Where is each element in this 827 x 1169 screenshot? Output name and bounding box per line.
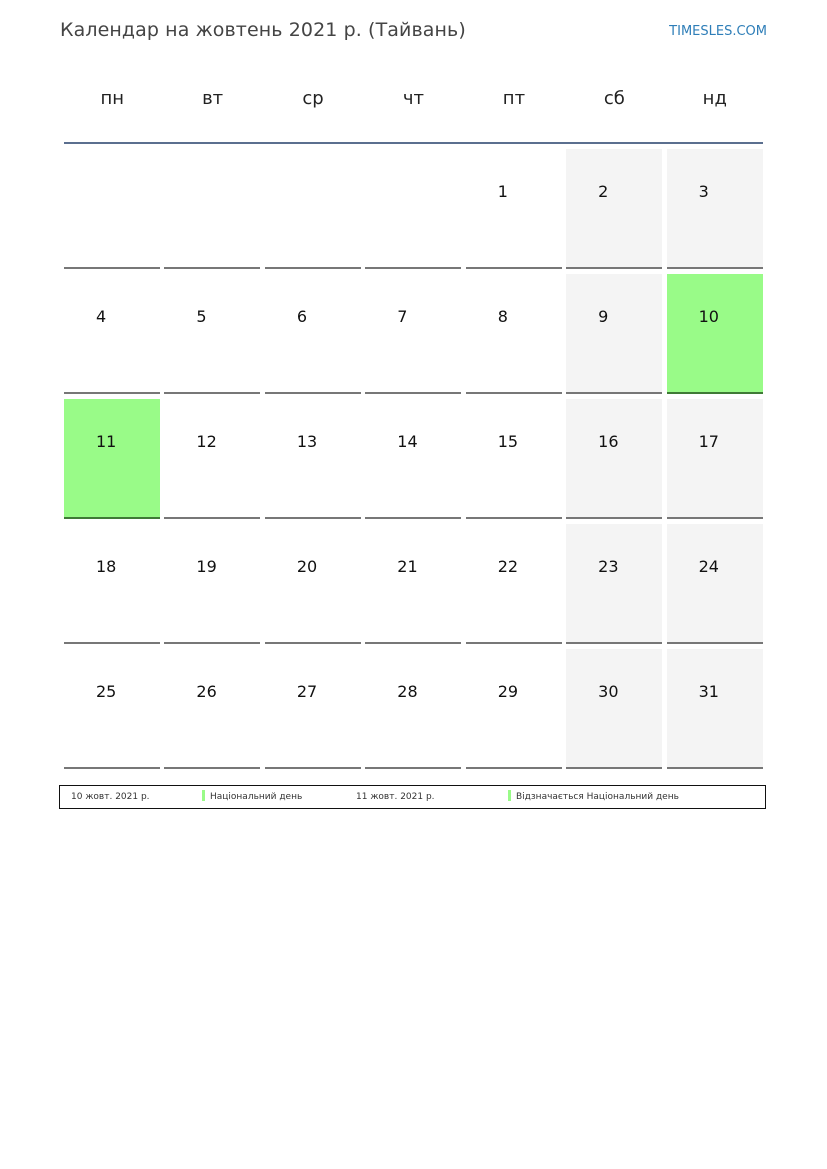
legend-swatch xyxy=(202,790,205,801)
day-cell xyxy=(265,524,361,644)
day-cell xyxy=(365,649,461,769)
day-cell xyxy=(265,399,361,519)
day-number: 11 xyxy=(96,432,117,451)
day-number: 12 xyxy=(196,432,217,451)
day-cell xyxy=(466,274,562,394)
day-cell xyxy=(566,399,662,519)
day-cell xyxy=(265,274,361,394)
day-cell xyxy=(667,149,763,269)
legend-swatch xyxy=(508,790,511,801)
day-number: 1 xyxy=(497,182,508,201)
weekday-header-row xyxy=(62,88,765,120)
weekday-fri: пт xyxy=(502,88,526,109)
day-cell xyxy=(466,399,562,519)
day-number: 29 xyxy=(497,682,519,701)
day-number: 8 xyxy=(497,307,508,326)
day-cell xyxy=(64,274,160,394)
day-cell xyxy=(164,274,260,394)
day-number: 6 xyxy=(296,307,308,326)
weekday-thu: чт xyxy=(402,88,425,109)
day-number: 17 xyxy=(698,432,719,451)
day-number: 28 xyxy=(397,682,418,701)
day-number: 18 xyxy=(96,557,117,576)
legend-entry-2 xyxy=(508,786,679,808)
day-cell xyxy=(164,399,260,519)
day-cell xyxy=(466,149,562,269)
weekday-mon: пн xyxy=(100,88,124,109)
day-cell xyxy=(64,524,160,644)
day-number: 20 xyxy=(296,557,318,576)
day-number: 10 xyxy=(698,307,719,326)
day-cell xyxy=(667,274,763,394)
empty-day-cell xyxy=(64,149,160,269)
day-cell xyxy=(265,649,361,769)
day-cell xyxy=(164,649,260,769)
day-cell xyxy=(667,399,763,519)
legend-name-1: Національний день xyxy=(210,792,303,802)
day-number: 3 xyxy=(698,182,709,201)
day-cell xyxy=(466,649,562,769)
day-number: 31 xyxy=(698,682,719,701)
day-cell xyxy=(566,274,662,394)
legend-name-2: Відзначається Національний день xyxy=(516,792,679,802)
day-cell xyxy=(466,524,562,644)
day-cell xyxy=(667,649,763,769)
day-number: 30 xyxy=(598,682,619,701)
weekday-sat: сб xyxy=(603,88,625,109)
day-cell xyxy=(365,399,461,519)
day-cell xyxy=(164,524,260,644)
day-number: 14 xyxy=(397,432,418,451)
calendar-grid xyxy=(62,149,765,774)
day-number: 13 xyxy=(296,432,318,451)
weekday-wed: ср xyxy=(302,88,324,109)
brand-link[interactable]: TIMESLES.COM xyxy=(669,24,767,39)
day-number: 16 xyxy=(598,432,619,451)
day-cell xyxy=(667,524,763,644)
legend-entry-1 xyxy=(202,786,302,808)
holiday-legend xyxy=(59,785,766,809)
page-title: Календар на жовтень 2021 р. (Тайвань) xyxy=(60,19,466,41)
weekday-tue: вт xyxy=(202,88,224,109)
day-number: 26 xyxy=(196,682,217,701)
empty-day-cell xyxy=(265,149,361,269)
legend-date-1: 10 жовт. 2021 р. xyxy=(71,792,150,802)
day-number: 5 xyxy=(196,307,207,326)
day-number: 4 xyxy=(96,307,107,326)
day-number: 22 xyxy=(497,557,519,576)
day-number: 15 xyxy=(497,432,519,451)
day-cell xyxy=(365,524,461,644)
day-number: 7 xyxy=(397,307,408,326)
day-number: 24 xyxy=(698,557,719,576)
legend-date-2: 11 жовт. 2021 р. xyxy=(356,792,435,802)
empty-day-cell xyxy=(164,149,260,269)
header-divider xyxy=(64,142,763,144)
day-number: 27 xyxy=(296,682,318,701)
day-number: 19 xyxy=(196,557,217,576)
day-cell xyxy=(64,399,160,519)
day-number: 23 xyxy=(598,557,619,576)
day-cell xyxy=(566,524,662,644)
day-cell xyxy=(566,149,662,269)
day-number: 25 xyxy=(96,682,117,701)
day-number: 9 xyxy=(598,307,609,326)
day-cell xyxy=(365,274,461,394)
weekday-sun: нд xyxy=(702,88,727,109)
day-number: 21 xyxy=(397,557,418,576)
empty-day-cell xyxy=(365,149,461,269)
day-cell xyxy=(566,649,662,769)
day-cell xyxy=(64,649,160,769)
day-number: 2 xyxy=(598,182,609,201)
